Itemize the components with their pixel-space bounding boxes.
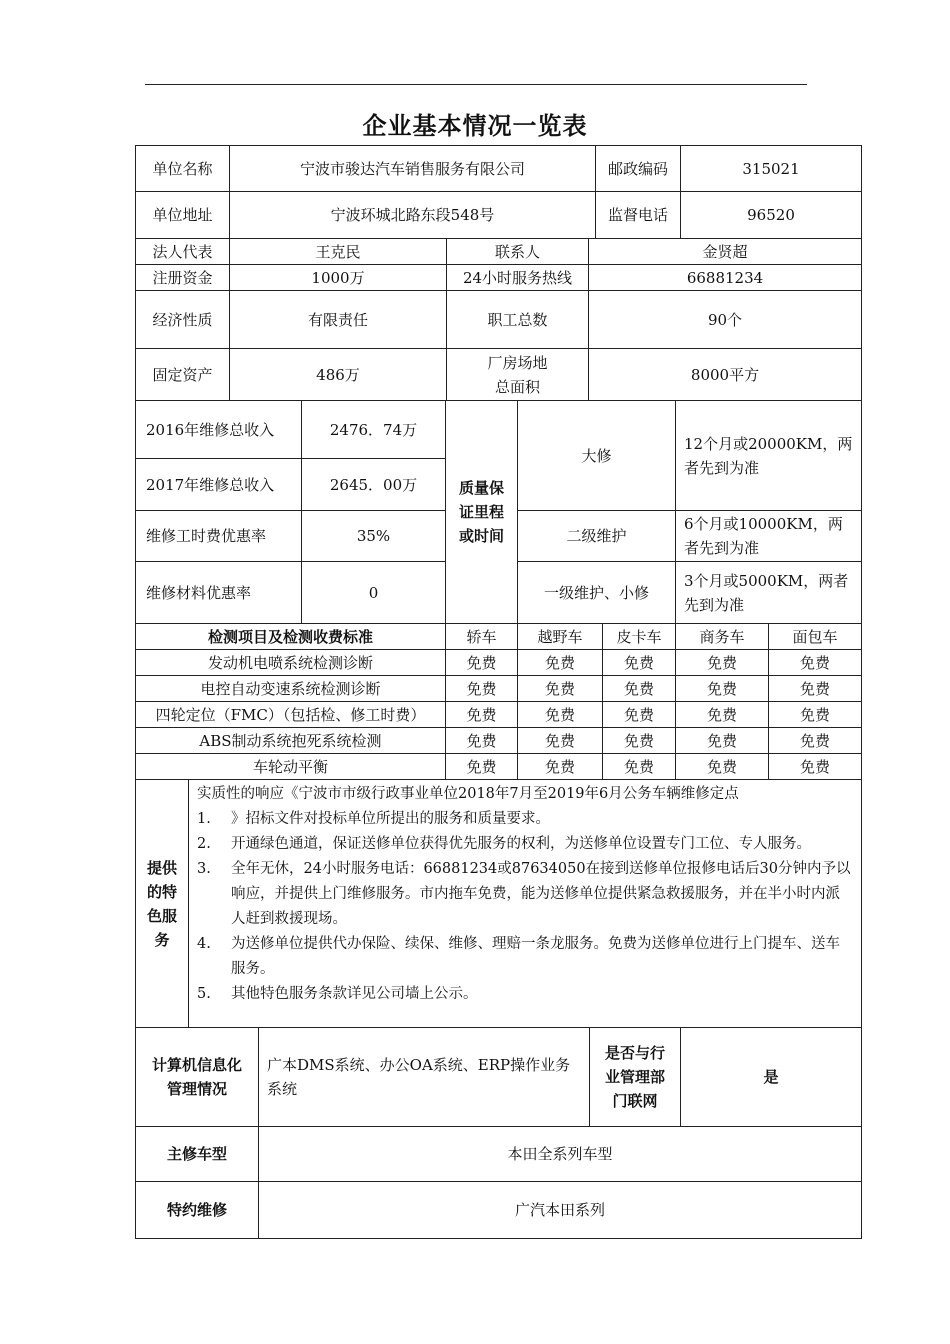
staff-label: 职工总数 <box>446 290 589 349</box>
special-repair-value: 广汽本田系列 <box>258 1181 862 1239</box>
labor-discount-value: 35% <box>301 510 446 562</box>
supervise-phone-label: 监督电话 <box>595 191 681 239</box>
contact-label: 联系人 <box>446 238 589 265</box>
inspection-item: 四轮定位（FMC）（包括检、修工时费） <box>135 701 446 728</box>
vehicle-type-pickup: 皮卡车 <box>602 623 676 650</box>
service-item-text: 为送修单位提供代办保险、续保、维修、理赔一条龙服务。免费为送修单位进行上门提车、送车服务。 <box>231 936 840 977</box>
inspection-fee: 免费 <box>768 753 862 780</box>
service-item-number: 5. <box>197 986 211 1002</box>
rev2016-label: 2016年维修总收入 <box>135 400 302 459</box>
capital-label: 注册资金 <box>135 264 230 291</box>
inspection-fee: 免费 <box>445 727 518 754</box>
postcode-value: 315021 <box>680 145 862 192</box>
warranty-type-level2: 二级维护 <box>517 510 676 562</box>
network-value: 是 <box>680 1027 862 1127</box>
inspection-fee: 免费 <box>675 701 769 728</box>
inspection-header: 检测项目及检测收费标准 <box>135 623 446 650</box>
service-item-text: 开通绿色通道，保证送修单位获得优先服务的权利，为送修单位设置专门工位、专人服务。 <box>231 836 811 852</box>
warranty-label: 质量保证里程或时间 <box>445 400 518 624</box>
service-item-text: 其他特色服务条款详见公司墙上公示。 <box>231 986 478 1002</box>
inspection-fee: 免费 <box>602 649 676 676</box>
inspection-fee: 免费 <box>768 649 862 676</box>
inspection-fee: 免费 <box>602 701 676 728</box>
labor-discount-label: 维修工时费优惠率 <box>135 510 302 562</box>
inspection-fee: 免费 <box>445 701 518 728</box>
service-item <box>197 857 853 932</box>
postcode-label: 邮政编码 <box>595 145 681 192</box>
service-item-number: 2. <box>197 836 211 852</box>
vehicle-type-sedan: 轿车 <box>445 623 518 650</box>
it-label: 计算机信息化管理情况 <box>135 1027 259 1127</box>
fixed-assets-value: 486万 <box>229 348 447 401</box>
economy-value: 有限责任 <box>229 290 447 349</box>
rev2017-value: 2645．00万 <box>301 458 446 511</box>
inspection-fee: 免费 <box>517 701 603 728</box>
legal-rep-value: 王克民 <box>229 238 447 265</box>
warranty-term-level2: 6个月或10000KM，两者先到为准 <box>675 510 862 562</box>
it-value: 广本DMS系统、办公OA系统、ERP操作业务系统 <box>258 1027 590 1127</box>
vehicle-type-suv: 越野车 <box>517 623 603 650</box>
service-item-text: 全年无休，24小时服务电话：66881234或87634050在接到送修单位报修电话后30分钟内予以响应，并提供上门维修服务。市内拖车免费，能为送修单位提供紧急救援服务，并在半小时内派人赶到救援现场。 <box>231 861 851 927</box>
rev2017-label: 2017年维修总收入 <box>135 458 302 511</box>
inspection-fee: 免费 <box>675 649 769 676</box>
service-item-number: 3. <box>197 861 211 877</box>
inspection-fee: 免费 <box>768 727 862 754</box>
inspection-item: 发动机电喷系统检测诊断 <box>135 649 446 676</box>
inspection-item: 车轮动平衡 <box>135 753 446 780</box>
inspection-fee: 免费 <box>768 701 862 728</box>
services-intro: 实质性的响应《宁波市市级行政事业单位2018年7月至2019年6月公务车辆维修定点 <box>197 786 739 802</box>
capital-value: 1000万 <box>229 264 447 291</box>
services-content <box>188 779 862 1028</box>
unit-name-value: 宁波市骏达汽车销售服务有限公司 <box>229 145 596 192</box>
address-value: 宁波环城北路东段548号 <box>229 191 596 239</box>
inspection-fee: 免费 <box>445 675 518 702</box>
inspection-fee: 免费 <box>445 649 518 676</box>
economy-label: 经济性质 <box>135 290 230 349</box>
inspection-fee: 免费 <box>517 675 603 702</box>
service-item-number: 4. <box>197 936 211 952</box>
service-item-text: 》招标文件对投标单位所提出的服务和质量要求。 <box>231 811 550 827</box>
legal-rep-label: 法人代表 <box>135 238 230 265</box>
staff-value: 90个 <box>588 290 862 349</box>
header-rule <box>145 84 807 85</box>
service-item <box>197 982 853 1007</box>
page-title: 企业基本情况一览表 <box>362 112 588 140</box>
main-models-value: 本田全系列车型 <box>258 1126 862 1182</box>
address-label: 单位地址 <box>135 191 230 239</box>
supervise-phone-value: 96520 <box>680 191 862 239</box>
special-repair-label: 特约维修 <box>135 1181 259 1239</box>
inspection-item: 电控自动变速系统检测诊断 <box>135 675 446 702</box>
inspection-fee: 免费 <box>445 753 518 780</box>
service-item-number: 1. <box>197 811 211 827</box>
vehicle-type-van: 面包车 <box>768 623 862 650</box>
rev2016-value: 2476．74万 <box>301 400 446 459</box>
warranty-term-level1: 3个月或5000KM，两者先到为准 <box>675 561 862 624</box>
enterprise-info-table <box>135 145 862 1239</box>
warranty-type-level1: 一级维护、小修 <box>517 561 676 624</box>
service-item <box>197 807 853 832</box>
hotline-label: 24小时服务热线 <box>446 264 589 291</box>
inspection-fee: 免费 <box>602 675 676 702</box>
inspection-fee: 免费 <box>517 649 603 676</box>
warranty-term-overhaul: 12个月或20000KM，两者先到为准 <box>675 400 862 511</box>
material-discount-label: 维修材料优惠率 <box>135 561 302 624</box>
service-item <box>197 932 853 982</box>
inspection-fee: 免费 <box>602 727 676 754</box>
plant-area-value: 8000平方 <box>588 348 862 401</box>
unit-name-label: 单位名称 <box>135 145 230 192</box>
inspection-fee: 免费 <box>675 753 769 780</box>
inspection-item: ABS制动系统抱死系统检测 <box>135 727 446 754</box>
warranty-type-overhaul: 大修 <box>517 400 676 511</box>
inspection-fee: 免费 <box>675 727 769 754</box>
fixed-assets-label: 固定资产 <box>135 348 230 401</box>
material-discount-value: 0 <box>301 561 446 624</box>
plant-area-label-line1: 厂房场地 <box>487 353 548 372</box>
inspection-fee: 免费 <box>768 675 862 702</box>
network-label: 是否与行业管理部门联网 <box>589 1027 681 1127</box>
service-item <box>197 832 853 857</box>
inspection-fee: 免费 <box>602 753 676 780</box>
plant-area-label <box>446 348 589 401</box>
contact-value: 金贤超 <box>588 238 862 265</box>
inspection-fee: 免费 <box>517 753 603 780</box>
services-label: 提供的特色服务 <box>135 779 189 1028</box>
inspection-fee: 免费 <box>517 727 603 754</box>
inspection-fee: 免费 <box>675 675 769 702</box>
plant-area-label-line2: 总面积 <box>494 377 540 396</box>
main-models-label: 主修车型 <box>135 1126 259 1182</box>
vehicle-type-mpv: 商务车 <box>675 623 769 650</box>
hotline-value: 66881234 <box>588 264 862 291</box>
